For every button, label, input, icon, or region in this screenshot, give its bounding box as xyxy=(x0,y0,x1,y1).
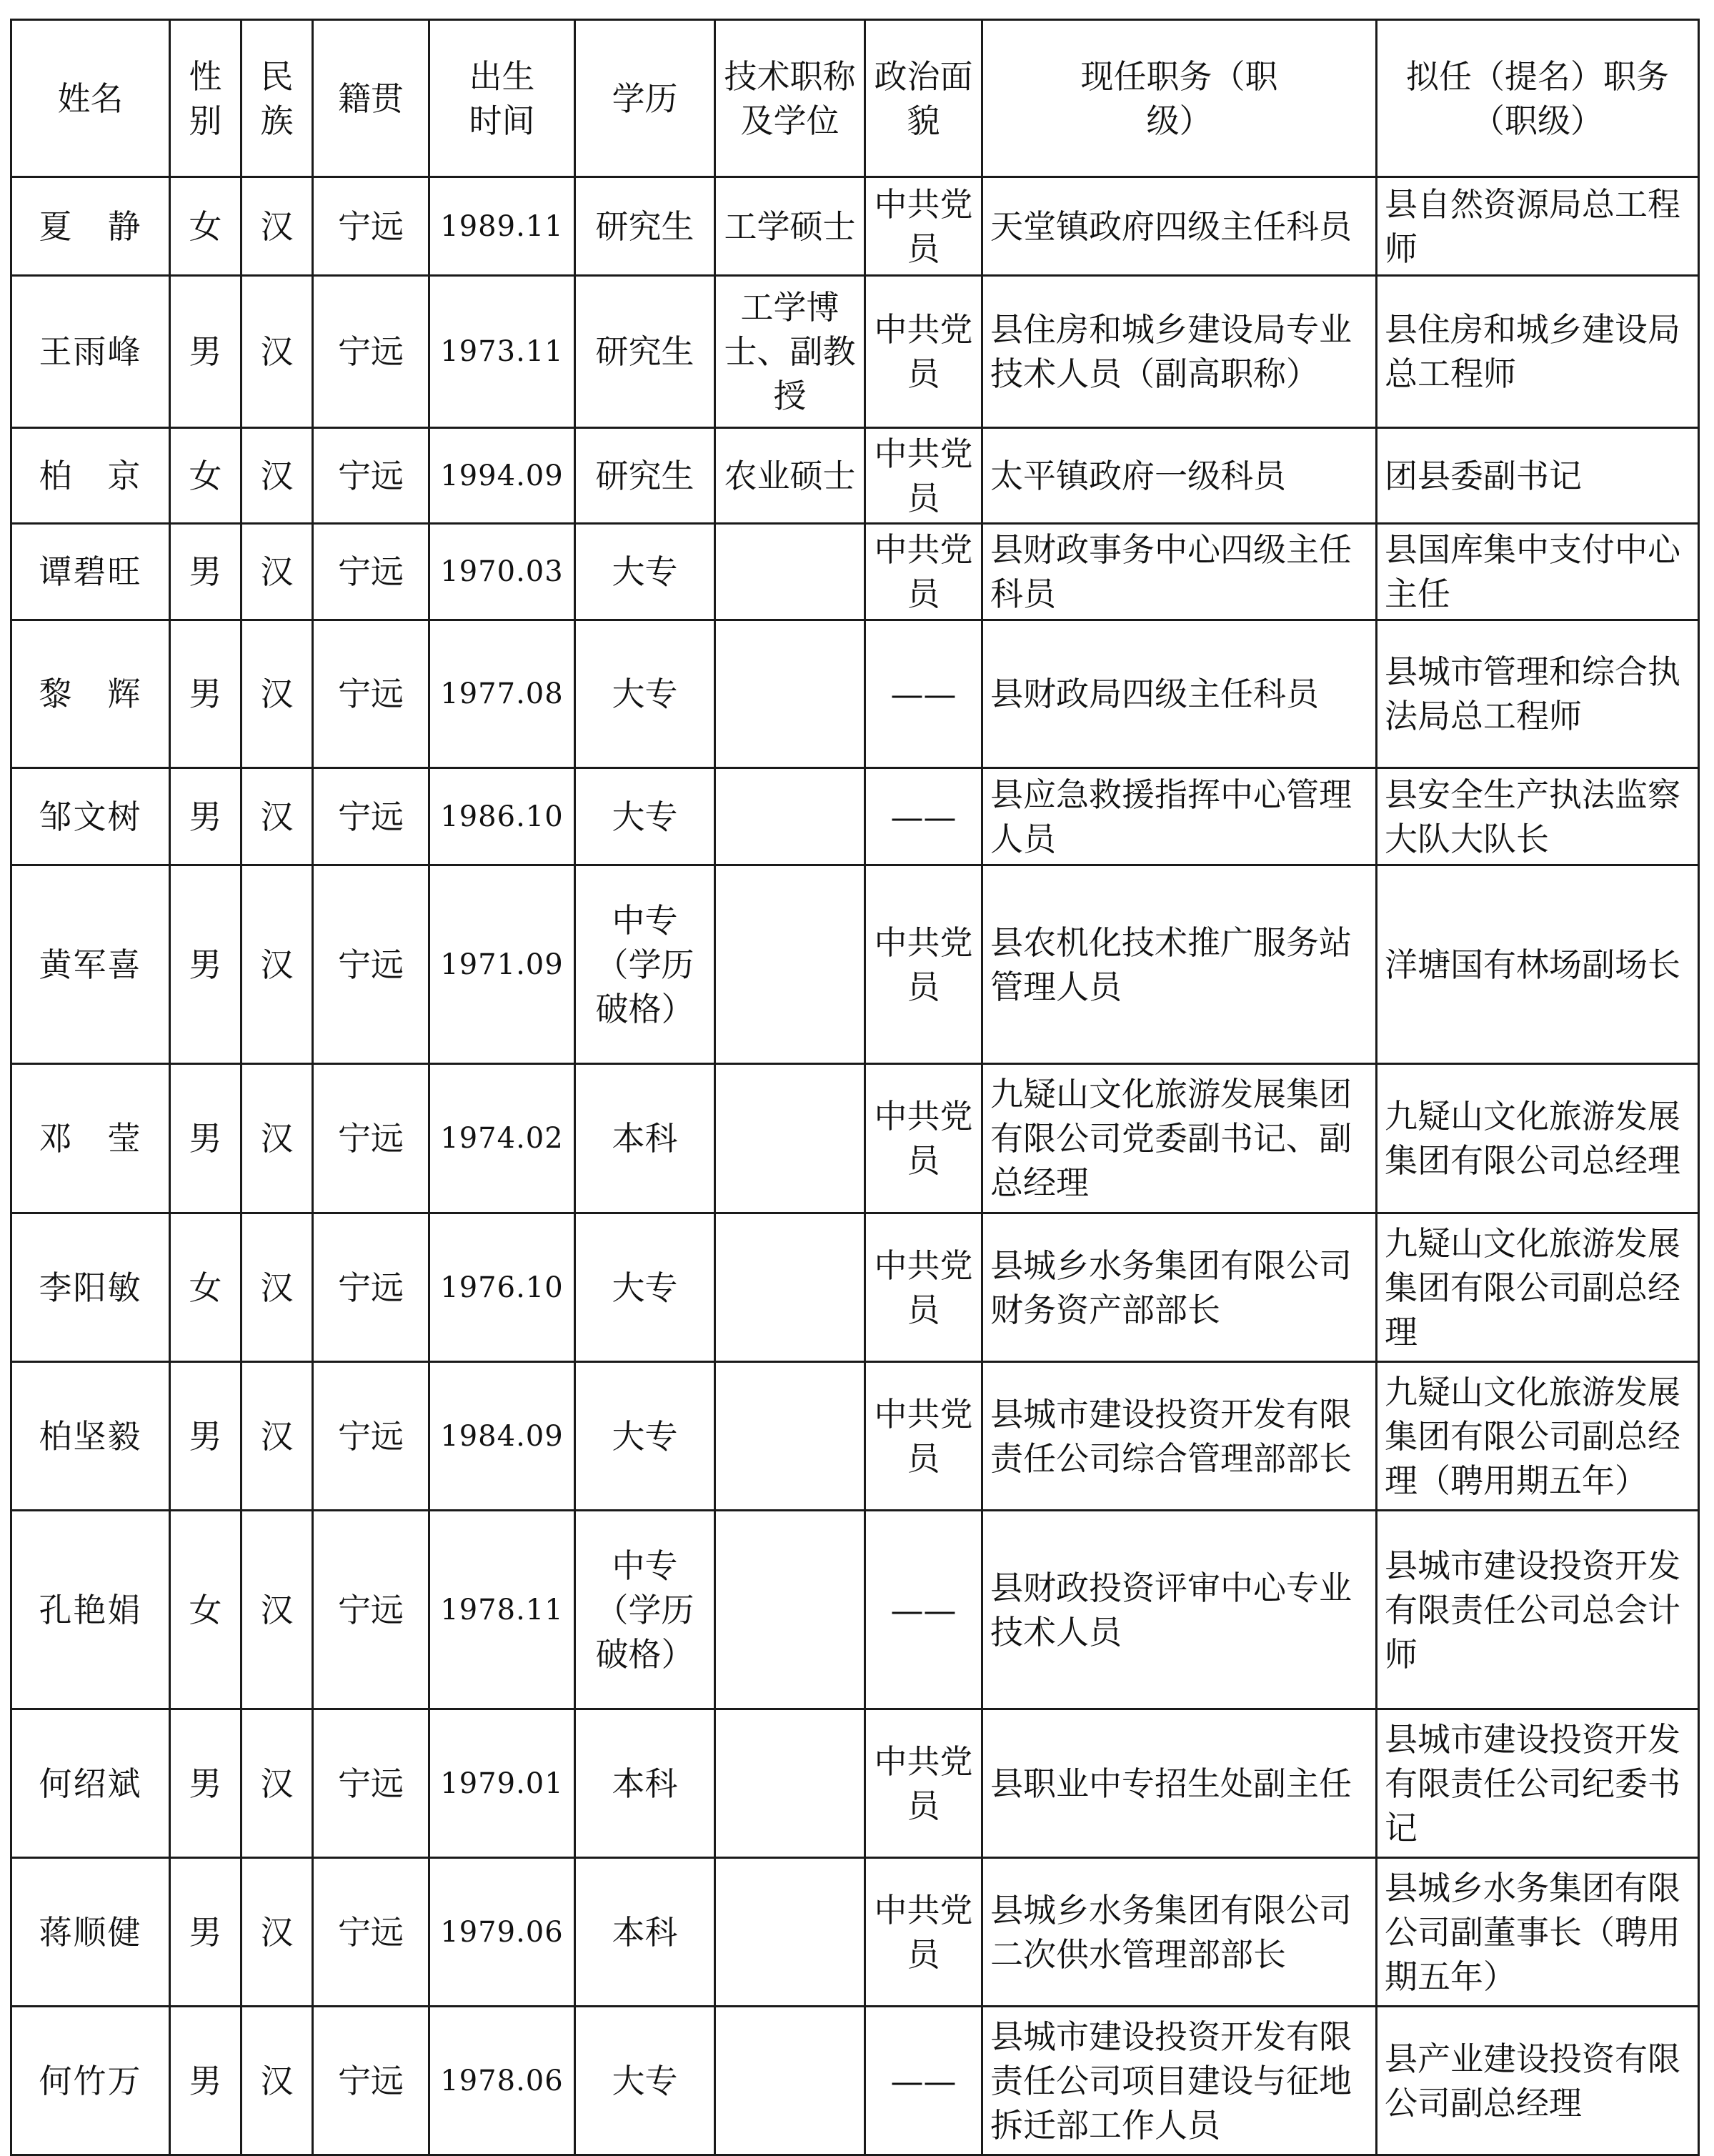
cell-gender: 男 xyxy=(170,768,241,865)
cell-education: 研究生 xyxy=(575,428,715,524)
cell-education: 本科 xyxy=(575,1064,715,1213)
cell-current-position: 县城市建设投资开发有限责任公司项目建设与征地拆迁部工作人员 xyxy=(982,2007,1377,2155)
cell-birth-date: 1970.03 xyxy=(429,524,575,620)
cell-birth-date: 1989.11 xyxy=(429,177,575,276)
cell-native-place: 宁远 xyxy=(313,428,429,524)
cell-proposed-position: 县城市建设投资开发有限责任公司纪委书记 xyxy=(1377,1709,1699,1858)
cell-education: 研究生 xyxy=(575,177,715,276)
table-row xyxy=(11,2007,1699,2155)
cell-political-status: 中共党员 xyxy=(865,177,982,276)
cell-birth-date: 1978.11 xyxy=(429,1511,575,1709)
cell-title-degree xyxy=(715,1511,865,1709)
cell-political-status: —— xyxy=(865,768,982,865)
cell-name: 何绍斌 xyxy=(11,1709,170,1858)
cell-current-position: 县应急救援指挥中心管理人员 xyxy=(982,768,1377,865)
cell-proposed-position: 县城市建设投资开发有限责任公司总会计师 xyxy=(1377,1511,1699,1709)
cell-proposed-position: 团县委副书记 xyxy=(1377,428,1699,524)
cell-proposed-position: 九疑山文化旅游发展集团有限公司副总经理 xyxy=(1377,1213,1699,1362)
roster-body xyxy=(11,177,1699,2155)
cell-birth-date: 1979.01 xyxy=(429,1709,575,1858)
table-row xyxy=(11,428,1699,524)
cell-name: 蒋顺健 xyxy=(11,1858,170,2007)
cell-title-degree xyxy=(715,1362,865,1511)
cell-native-place: 宁远 xyxy=(313,1858,429,2007)
cell-current-position: 县财政投资评审中心专业技术人员 xyxy=(982,1511,1377,1709)
table-row xyxy=(11,177,1699,276)
cell-ethnicity: 汉 xyxy=(241,524,313,620)
cell-title-degree: 工学硕士 xyxy=(715,177,865,276)
cell-proposed-position: 县国库集中支付中心主任 xyxy=(1377,524,1699,620)
cell-name: 邹文树 xyxy=(11,768,170,865)
cell-political-status: 中共党员 xyxy=(865,1709,982,1858)
cell-gender: 男 xyxy=(170,1709,241,1858)
cell-education: 中专（学历破格） xyxy=(575,1511,715,1709)
cell-political-status: 中共党员 xyxy=(865,1064,982,1213)
cell-education: 大专 xyxy=(575,768,715,865)
table-row xyxy=(11,1213,1699,1362)
cell-native-place: 宁远 xyxy=(313,2007,429,2155)
cell-native-place: 宁远 xyxy=(313,276,429,428)
cell-title-degree xyxy=(715,1709,865,1858)
cell-birth-date: 1971.09 xyxy=(429,865,575,1064)
cell-current-position: 县城市建设投资开发有限责任公司综合管理部部长 xyxy=(982,1362,1377,1511)
cell-gender: 男 xyxy=(170,524,241,620)
cadre-roster-table xyxy=(10,19,1700,2156)
cell-birth-date: 1986.10 xyxy=(429,768,575,865)
cell-education: 研究生 xyxy=(575,276,715,428)
cell-gender: 男 xyxy=(170,276,241,428)
header-ethnicity: 民族 xyxy=(241,20,313,177)
cell-current-position: 县农机化技术推广服务站管理人员 xyxy=(982,865,1377,1064)
cell-proposed-position: 县住房和城乡建设局总工程师 xyxy=(1377,276,1699,428)
cell-birth-date: 1976.10 xyxy=(429,1213,575,1362)
table-row xyxy=(11,620,1699,768)
cell-ethnicity: 汉 xyxy=(241,177,313,276)
cell-title-degree xyxy=(715,524,865,620)
cell-birth-date: 1977.08 xyxy=(429,620,575,768)
cell-ethnicity: 汉 xyxy=(241,1213,313,1362)
header-political-status: 政治面貌 xyxy=(865,20,982,177)
header-row xyxy=(11,20,1699,177)
cell-native-place: 宁远 xyxy=(313,620,429,768)
cell-title-degree xyxy=(715,1213,865,1362)
cell-title-degree: 农业硕士 xyxy=(715,428,865,524)
cell-gender: 男 xyxy=(170,2007,241,2155)
cell-birth-date: 1978.06 xyxy=(429,2007,575,2155)
cell-education: 本科 xyxy=(575,1709,715,1858)
cell-name: 孔艳娟 xyxy=(11,1511,170,1709)
cell-title-degree xyxy=(715,620,865,768)
cell-native-place: 宁远 xyxy=(313,1709,429,1858)
cell-education: 中专（学历破格） xyxy=(575,865,715,1064)
cell-political-status: 中共党员 xyxy=(865,1213,982,1362)
cell-current-position: 九疑山文化旅游发展集团有限公司党委副书记、副总经理 xyxy=(982,1064,1377,1213)
cell-title-degree xyxy=(715,2007,865,2155)
cell-political-status: 中共党员 xyxy=(865,865,982,1064)
cell-current-position: 县职业中专招生处副主任 xyxy=(982,1709,1377,1858)
cell-proposed-position: 县自然资源局总工程师 xyxy=(1377,177,1699,276)
cell-proposed-position: 九疑山文化旅游发展集团有限公司副总经理（聘用期五年） xyxy=(1377,1362,1699,1511)
table-row xyxy=(11,1709,1699,1858)
header-native-place: 籍贯 xyxy=(313,20,429,177)
cell-native-place: 宁远 xyxy=(313,1213,429,1362)
cell-education: 大专 xyxy=(575,524,715,620)
cell-birth-date: 1994.09 xyxy=(429,428,575,524)
cell-native-place: 宁远 xyxy=(313,1511,429,1709)
cell-political-status: 中共党员 xyxy=(865,524,982,620)
header-name: 姓名 xyxy=(11,20,170,177)
cell-proposed-position: 县安全生产执法监察大队大队长 xyxy=(1377,768,1699,865)
cell-title-degree xyxy=(715,865,865,1064)
cell-gender: 男 xyxy=(170,1858,241,2007)
cell-native-place: 宁远 xyxy=(313,177,429,276)
cell-name: 李阳敏 xyxy=(11,1213,170,1362)
table-row xyxy=(11,1511,1699,1709)
table-row xyxy=(11,768,1699,865)
cell-current-position: 天堂镇政府四级主任科员 xyxy=(982,177,1377,276)
cell-current-position: 县财政局四级主任科员 xyxy=(982,620,1377,768)
cell-name: 夏 静 xyxy=(11,177,170,276)
cell-gender: 女 xyxy=(170,177,241,276)
cell-native-place: 宁远 xyxy=(313,1064,429,1213)
cell-ethnicity: 汉 xyxy=(241,1858,313,2007)
table-row xyxy=(11,1064,1699,1213)
cell-education: 大专 xyxy=(575,1362,715,1511)
cell-title-degree xyxy=(715,1858,865,2007)
header-education: 学历 xyxy=(575,20,715,177)
table-row xyxy=(11,524,1699,620)
header-title-degree: 技术职称及学位 xyxy=(715,20,865,177)
cell-ethnicity: 汉 xyxy=(241,428,313,524)
cell-proposed-position: 洋塘国有林场副场长 xyxy=(1377,865,1699,1064)
cell-birth-date: 1973.11 xyxy=(429,276,575,428)
cell-political-status: 中共党员 xyxy=(865,276,982,428)
cell-gender: 男 xyxy=(170,620,241,768)
cell-ethnicity: 汉 xyxy=(241,276,313,428)
cell-name: 王雨峰 xyxy=(11,276,170,428)
cell-current-position: 县财政事务中心四级主任科员 xyxy=(982,524,1377,620)
cell-ethnicity: 汉 xyxy=(241,1362,313,1511)
cell-proposed-position: 县城乡水务集团有限公司副董事长（聘用期五年） xyxy=(1377,1858,1699,2007)
cell-current-position: 太平镇政府一级科员 xyxy=(982,428,1377,524)
cell-title-degree: 工学博士、副教授 xyxy=(715,276,865,428)
cell-proposed-position: 县城市管理和综合执法局总工程师 xyxy=(1377,620,1699,768)
cell-name: 谭碧旺 xyxy=(11,524,170,620)
cell-name: 黄军喜 xyxy=(11,865,170,1064)
cell-gender: 男 xyxy=(170,865,241,1064)
cell-birth-date: 1984.09 xyxy=(429,1362,575,1511)
cell-ethnicity: 汉 xyxy=(241,865,313,1064)
cell-gender: 女 xyxy=(170,1213,241,1362)
cell-native-place: 宁远 xyxy=(313,768,429,865)
cell-ethnicity: 汉 xyxy=(241,1511,313,1709)
cell-political-status: —— xyxy=(865,1511,982,1709)
cell-current-position: 县城乡水务集团有限公司二次供水管理部部长 xyxy=(982,1858,1377,2007)
header-gender: 性别 xyxy=(170,20,241,177)
cell-ethnicity: 汉 xyxy=(241,2007,313,2155)
cell-birth-date: 1974.02 xyxy=(429,1064,575,1213)
cell-political-status: 中共党员 xyxy=(865,1362,982,1511)
cell-political-status: —— xyxy=(865,620,982,768)
cell-current-position: 县城乡水务集团有限公司财务资产部部长 xyxy=(982,1213,1377,1362)
cell-current-position: 县住房和城乡建设局专业技术人员（副高职称） xyxy=(982,276,1377,428)
cell-name: 柏坚毅 xyxy=(11,1362,170,1511)
cell-political-status: 中共党员 xyxy=(865,428,982,524)
table-row xyxy=(11,276,1699,428)
cell-political-status: 中共党员 xyxy=(865,1858,982,2007)
cell-native-place: 宁远 xyxy=(313,1362,429,1511)
cell-education: 本科 xyxy=(575,1858,715,2007)
table-row xyxy=(11,865,1699,1064)
cell-political-status: —— xyxy=(865,2007,982,2155)
header-proposed-position: 拟任（提名）职务（职级） xyxy=(1377,20,1699,177)
cell-name: 黎 辉 xyxy=(11,620,170,768)
cell-native-place: 宁远 xyxy=(313,865,429,1064)
cell-name: 柏 京 xyxy=(11,428,170,524)
header-birth-date: 出生时间 xyxy=(429,20,575,177)
cell-ethnicity: 汉 xyxy=(241,768,313,865)
cell-education: 大专 xyxy=(575,620,715,768)
cell-ethnicity: 汉 xyxy=(241,620,313,768)
cell-gender: 男 xyxy=(170,1362,241,1511)
cell-native-place: 宁远 xyxy=(313,524,429,620)
cell-name: 何竹万 xyxy=(11,2007,170,2155)
cell-ethnicity: 汉 xyxy=(241,1064,313,1213)
table-row xyxy=(11,1362,1699,1511)
cell-birth-date: 1979.06 xyxy=(429,1858,575,2007)
cell-ethnicity: 汉 xyxy=(241,1709,313,1858)
table-row xyxy=(11,1858,1699,2007)
header-current-position: 现任职务（职级） xyxy=(982,20,1377,177)
cell-education: 大专 xyxy=(575,2007,715,2155)
cell-name: 邓 莹 xyxy=(11,1064,170,1213)
cell-gender: 女 xyxy=(170,428,241,524)
cell-proposed-position: 县产业建设投资有限公司副总经理 xyxy=(1377,2007,1699,2155)
cell-gender: 女 xyxy=(170,1511,241,1709)
cell-title-degree xyxy=(715,768,865,865)
cell-education: 大专 xyxy=(575,1213,715,1362)
cell-proposed-position: 九疑山文化旅游发展集团有限公司总经理 xyxy=(1377,1064,1699,1213)
cell-gender: 男 xyxy=(170,1064,241,1213)
cell-title-degree xyxy=(715,1064,865,1213)
